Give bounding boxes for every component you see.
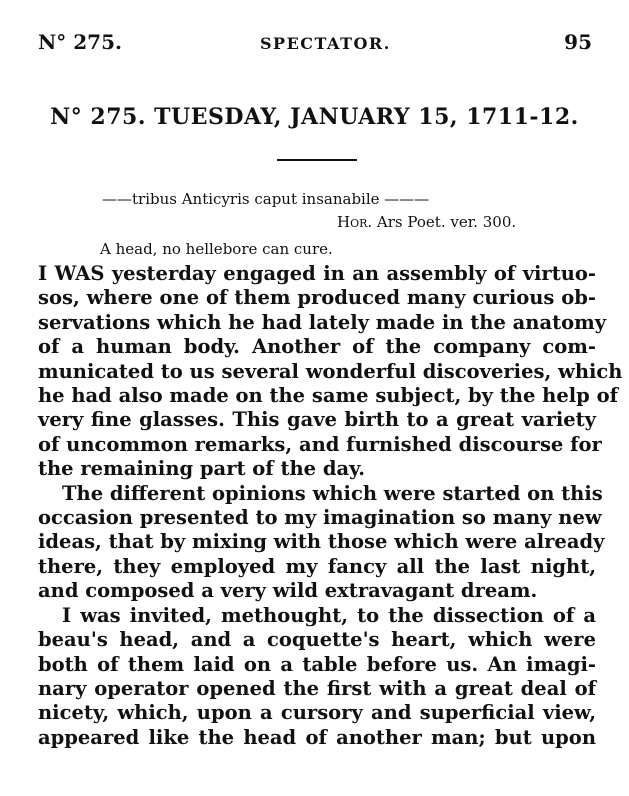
paragraph-2 [38,481,605,604]
text-line: nicety, which, upon a cursory and superficial view, [38,701,596,725]
text-line: very fine glasses. This gave birth to a great variety [38,408,596,432]
text-line: of uncommon remarks, and furnished discourse for [38,432,602,456]
epigraph-source [337,213,516,231]
running-head [38,30,592,58]
text-line: municated to us several wonderful discoveries, which [38,359,623,383]
essay-body [38,262,623,750]
text-line: he had also made on the same subject, by the help of [38,384,618,408]
page-number: 95 [564,30,592,54]
epigraph-work: Ars Poet. ver. 300. [372,213,517,231]
text-line: I was invited, methought, to the dissection of a [62,603,596,627]
epigraph-translation: A head, no hellebore can cure. [100,240,333,258]
text-line: the remaining part of the day. [38,457,365,481]
text-line: and composed a very wild extravagant dream. [38,579,538,603]
paragraph-1 [38,262,623,482]
epigraph-author: Hor. [337,213,373,231]
text-line: servations which he had lately made in the anatomy [38,310,607,334]
text-line: of a human body. Another of the company com- [38,335,596,359]
text-line: ideas, that by mixing with those which were already [38,530,605,554]
paragraph-3 [38,604,596,750]
issue-number-head: N° 275. [38,30,122,54]
issue-title: N° 275. TUESDAY, JANUARY 15, 1711-12. [50,104,579,130]
text-line: both of them laid on a table before us. An imagi- [38,652,596,676]
text-line: occasion presented to my imagination so many new [38,506,602,530]
text-line: beau's head, and a coquette's heart, which were [38,628,596,652]
text-line: sos, where one of them produced many curious ob- [38,286,596,310]
publication-title: SPECTATOR. [260,34,391,53]
epigraph-latin: ——tribus Anticyris caput insanabile ——— [102,190,430,208]
text-line: The different opinions which were started on this [62,481,603,505]
text-line: I WAS yesterday engaged in an assembly of virtuo- [38,262,596,285]
title-rule [277,159,357,161]
text-line: appeared like the head of another man; but upon [38,725,596,749]
text-line: nary operator opened the first with a great deal of [38,676,596,700]
text-line: there, they employed my fancy all the last night, [38,554,596,578]
